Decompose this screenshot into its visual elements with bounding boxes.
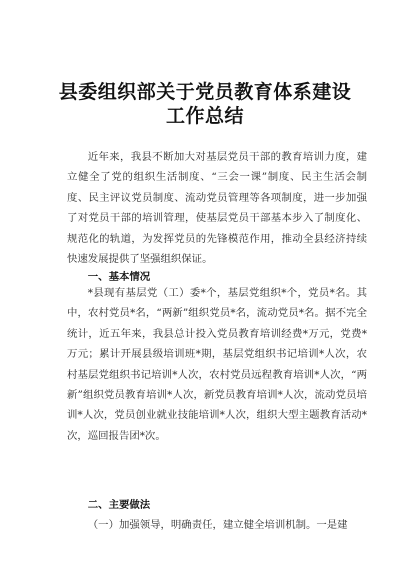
basic-situation-paragraph: *县现有基层党（工）委*个，基层党组织*个，党员*名。其中，农村党员*名，“两新”组织党员*名，流动党员*名。据不完全统计，近五年来，我县总计投入党员教育培训经费*万元，党费*万元；累计开展县级培训班*期，基层党组织书记培训*人次，农村基层党组织书记培训*人次，农村党员远程教育培训*人次，“两新”组织党员教育培训*人次，新党员教育培训*人次，流动党员培训*人次，党员创业就业技能培训*人次，组织大型主题教育活动*次，巡回报告团*次。 (67, 287, 367, 442)
intro-paragraph: 近年来，我县不断加大对基层党员干部的教育培训力度，建立健全了党的组织生活制度、“三会一课”制度、民主生活会制度、民主评议党员制度、流动党员管理等各项制度，进一步加强了对党员干部的培训管理，使基层党员干部基本步入了制度化、规范化的轨道，为发挥党员的先锋模范作用，推动全县经济持续快速发展提供了坚强组织保证。 (67, 151, 367, 266)
section-heading-basic-situation: 一、基本情况 (87, 271, 151, 283)
main-practices-paragraph: （一）加强领导，明确责任，建立健全培训机制。一是建 (87, 519, 348, 531)
document-title-line-1: 县委组织部关于党员教育体系建设 (58, 81, 352, 103)
document-title-line-2: 工作总结 (165, 105, 244, 127)
section-heading-main-practices: 二、主要做法 (87, 499, 151, 511)
